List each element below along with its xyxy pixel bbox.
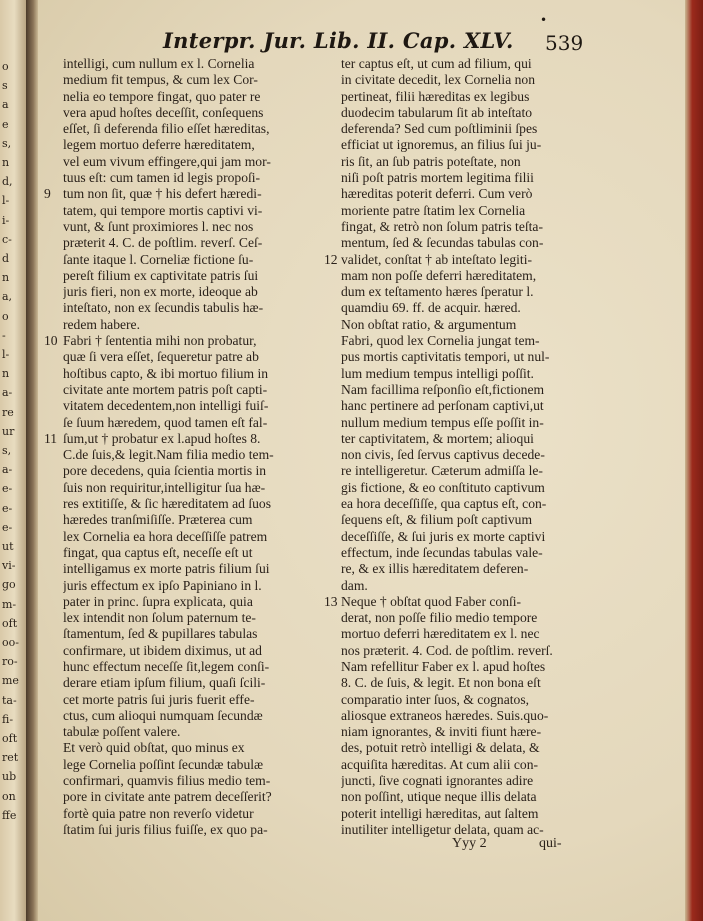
text-line: præterit 4. C. de poſtlim. reverſ. Ceſ- [63, 235, 263, 251]
text-line: eſſet, ſi deferenda filio eſſet hæreditas, [63, 121, 270, 137]
text-line: ter captus eſt, ut cum ad filium, qui [341, 56, 532, 71]
text-line: inteſtato, non ex ſecundis tabulis hæ- [63, 300, 264, 316]
text-line: aliosque extraneos hæredes. Suis.quo- [341, 707, 549, 723]
text-line: pertineat, filii hæreditas ex legibus [341, 88, 530, 104]
text-line: tum non ſit, quæ † his defert hæredi- [63, 186, 262, 202]
text-line: in civitate decedit, lex Cornelia non [341, 72, 536, 88]
fragment-text: o [2, 309, 9, 323]
marginal-number: 10 [44, 333, 58, 349]
text-line: gis fictione, & eo conſtituto captivum [341, 479, 545, 495]
fragment-text: e [2, 117, 9, 131]
text-line: hoſtibus capto, & ibi mortuo filium in [63, 365, 269, 381]
fragment-text: o [2, 60, 9, 73]
text-line: Non obſtat ratio, & argumentum [341, 316, 517, 332]
text-line: hunc effectum neceſſe ſit,legem conſi- [63, 658, 270, 674]
text-line: Nam refellitur Faber ex l. apud hoſtes [341, 658, 546, 674]
text-line: ea hora deceſſiſſe, qua captus eſt, con- [341, 496, 547, 512]
fragment-text: - [2, 328, 6, 342]
fragment-text: n [2, 271, 10, 285]
fragment-text: i- [2, 213, 10, 227]
text-line: dum ex teſtamento hæres ſperatur l. [341, 284, 534, 300]
text-line: ris ſit, an ſub patris poteſtate, non [341, 153, 521, 169]
text-line: vitatem decedentem,non intelligi fuiſ- [63, 398, 269, 414]
text-line: confirmari, quamvis filius medio tem- [63, 773, 271, 789]
fragment-text: ub [2, 770, 17, 784]
fragment-text: a- [2, 386, 13, 400]
fragment-text: ut [2, 540, 14, 553]
text-line: re intelligeretur. Cæterum admiſſa le- [341, 463, 543, 479]
text-line: 8. C. de ſuis, & legit. Et non bona eſt [341, 675, 541, 691]
text-line: lex intendit non ſolum paternum te- [63, 610, 256, 626]
fragment-text: e- [2, 482, 13, 496]
text-line: des, potuit retrò intelligi & delata, & [341, 740, 540, 756]
text-line: vunt, & ſunt proximiores l. nec nos [63, 218, 254, 234]
text-line: nelia eo tempore fingat, quo pater re [63, 88, 261, 104]
fragment-text: d [2, 252, 10, 265]
text-line: fingat, qua captus eſt, neceſſe eſt ut [63, 544, 253, 560]
text-line: res extitiſſe, & ſic hæreditatem ad ſuos [63, 496, 272, 512]
text-line: derat, non poſſe filio medio tempore [341, 610, 538, 626]
text-line: civitate ante mortem patris poſt capti- [63, 381, 268, 397]
text-line: vera apud hoſtes deceſſit, conſequens [63, 104, 264, 120]
fragment-text: on [2, 789, 16, 803]
text-line: legem mortuo deferre hæreditatem, [63, 137, 255, 153]
text-line: duodecim tabularum ſit ab inteſtato [341, 104, 533, 120]
text-line: ſtamentum, ſed & pupillares tabulas [63, 626, 258, 642]
fragment-text: n [2, 156, 10, 169]
fragment-text: oft [2, 616, 18, 630]
fragment-text: m- [2, 597, 17, 611]
text-line: effectum, inde ſecundas tabulas vale- [341, 544, 543, 560]
text-line: Neque † obſtat quod Faber conſi- [341, 593, 522, 609]
fragment-text: a, [2, 290, 13, 304]
fragment-text: vi- [2, 559, 16, 573]
text-line: vel eum vivum effingere,qui jam mor- [63, 153, 271, 169]
fragment-text: s [2, 79, 8, 93]
text-line: mam non poſſe deferri hæreditatem, [341, 267, 537, 283]
fragment-text: go [2, 578, 16, 592]
fragment-text: d, [2, 175, 13, 189]
text-line: lum medium tempus intelligi poſſit. [341, 365, 534, 381]
marginal-number: 13 [324, 593, 338, 609]
text-line: non poſſint, utique neque illis delata [341, 789, 537, 805]
text-line: non civis, ſed ſervus captivus decede- [341, 447, 545, 463]
text-line: ſtatim ſui juris filius fuiſſe, ex quo pa- [63, 821, 268, 837]
text-line: cet morte patris ſui juris fuerit effe- [63, 691, 255, 707]
book-gutter [26, 0, 38, 921]
text-line: tatem, qui tempore mortis captivi vi- [63, 202, 263, 218]
text-line: mortuo deferri hæreditatem ex l. nec [341, 626, 540, 642]
text-line: fingat, & retrò non ſolum patris teſta- [341, 218, 543, 234]
text-line: ſequens eſt, & filium poſt captivum [341, 512, 533, 528]
text-line: ſuis non requiritur,intelligitur ſua hæ- [63, 479, 266, 495]
text-line: nos præterit. 4. Cod. de poſtlim. reverſ. [341, 642, 553, 658]
running-title: Interpr. Jur. Lib. II. Cap. XLV. [163, 28, 514, 53]
text-line: ctus, cum alioqui numquam ſecundæ [63, 707, 263, 723]
text-line: inutiliter intelligetur delata, quam ac- [341, 821, 544, 837]
text-line: fortè quia patre non reverſo videtur [63, 805, 254, 821]
page-number: 539 [545, 31, 584, 55]
text-line: nullum medium tempus eſſe poſſit in- [341, 414, 544, 430]
fragment-text: oo- [2, 636, 19, 649]
text-line: juris effectum ex ipſo Papiniano in l. [63, 577, 262, 593]
text-line: hanc pertinere ad perſonam captivi,ut [341, 398, 544, 414]
fragment-text: c- [2, 232, 12, 246]
signature-mark: Yyy 2 [452, 836, 487, 851]
fragment-text: ffe [2, 808, 17, 822]
fragment-text: l- [2, 194, 10, 208]
text-line: ſante itaque l. Corneliæ fictione ſu- [63, 251, 254, 267]
text-line: intelligamus ex morte patris filium ſui [63, 561, 270, 577]
text-line: medium fit tempus, & cum lex Cor- [63, 72, 258, 88]
fragment-text: fi- [2, 712, 14, 726]
text-line: Et verò quid obſtat, quo minus ex [63, 740, 245, 756]
left-text-column [63, 56, 315, 838]
text-line: re, & ex illis hæreditatem deferen- [341, 561, 529, 577]
text-line: lege Cornelia poſſint ſecundæ tabulæ [63, 756, 264, 772]
text-line: quæ ſi vera eſſet, ſequeretur patre ab [63, 349, 259, 365]
text-line: poterit intelligi hæreditas, aut ſaltem [341, 805, 539, 821]
marginal-number: 11 [44, 430, 58, 446]
fragment-text: ur [2, 424, 15, 438]
text-line: pater in princ. ſupra explicata, quia [63, 593, 253, 609]
fragment-text: s, [2, 136, 12, 150]
text-line: lex Cornelia ea hora deceſſiſſe patrem [63, 528, 268, 544]
text-line: ſe ſuum hæredem, quod tamen eſt fal- [63, 414, 268, 430]
text-line: Fabri † ſententia mihi non probatur, [63, 333, 257, 349]
text-line: Fabri, quod lex Cornelia jungat tem- [341, 333, 540, 349]
fragment-text: e- [2, 501, 13, 515]
text-line: confirmare, ut ibidem diximus, ut ad [63, 642, 262, 658]
text-line: deferenda? Sed cum poſtliminii ſpes [341, 121, 538, 137]
text-line: niam ignorantes, & inviti fiunt hære- [341, 724, 542, 740]
text-line: pore decedens, quia ſcientia mortis in [63, 463, 267, 479]
fragment-text: a- [2, 463, 13, 477]
text-line: pore in civitate ante patrem deceſſerit? [63, 789, 272, 805]
text-line: pus mortis captivitatis tempori, ut nul- [341, 349, 550, 365]
text-line: quamdiu 69. ff. de acquir. hæred. [341, 300, 521, 316]
text-line: hæredes tranſmiſiſſe. Præterea cum [63, 512, 253, 528]
ornament-dot: • [540, 13, 548, 27]
text-line: juncti, ſive cognati ignorantes adire [341, 773, 534, 789]
text-line: tabulæ poſſent valere. [63, 724, 181, 740]
fragment-text: ta- [2, 693, 17, 707]
fragment-text: a [2, 98, 9, 112]
text-line: hæreditas poterit deferri. Cum verò [341, 186, 533, 202]
right-text-column [341, 56, 569, 838]
page-edge-red [685, 0, 703, 921]
marginal-number: 9 [44, 186, 51, 202]
text-line: intelligi, cum nullum ex l. Cornelia [63, 56, 255, 71]
fragment-text: re [2, 405, 14, 419]
text-line: C.de ſuis,& legit.Nam filia medio tem- [63, 447, 274, 463]
fragment-text: me [2, 674, 19, 688]
text-line: moriente patre ſtatim lex Cornelia [341, 202, 526, 218]
text-line: ter captivitatem, & mortem; alioqui [341, 430, 534, 446]
fragment-text: oft [2, 732, 18, 745]
text-line: juris fieri, non ex morte, ideoque ab [63, 284, 258, 300]
text-line: efficiat ut ignoremus, an filius ſui ju- [341, 137, 542, 153]
text-line: mentum, ſed & ſecundas tabulas con- [341, 235, 544, 251]
marginal-number: 12 [324, 251, 338, 267]
fragment-text: e- [2, 520, 13, 534]
text-line: acquiſita hæreditas. At cum alii con- [341, 756, 539, 772]
text-line: Nam facillima reſponſio eſt,fictionem [341, 381, 545, 397]
fragment-text: ret [2, 751, 19, 765]
text-line: niſi poſt patris mortem legitima filii [341, 170, 534, 186]
fragment-text: l- [2, 348, 10, 361]
fragment-text: s, [2, 444, 12, 457]
catchword: qui- [539, 836, 562, 851]
fragment-text: n [2, 367, 10, 381]
text-line: pereſt filium ex captivitate patris ſui [63, 267, 259, 283]
text-line: deceſſiſſe, & ſui juris ex morte captivi [341, 528, 546, 544]
text-line: ſum,ut † probatur ex l.apud hoſtes 8. [63, 430, 261, 446]
fragment-text: ro- [2, 655, 18, 669]
text-line: redem habere. [63, 316, 140, 332]
text-line: dam. [341, 577, 368, 593]
text-line: validet, conſtat † ab inteſtato legiti- [341, 251, 533, 267]
text-line: derare etiam ipſum filium, quaſi ſcili- [63, 675, 266, 691]
text-line: tuus eſt: cum tamen id legis propoſi- [63, 170, 261, 186]
text-line: comparatio inter ſuos, & cognatos, [341, 691, 530, 707]
